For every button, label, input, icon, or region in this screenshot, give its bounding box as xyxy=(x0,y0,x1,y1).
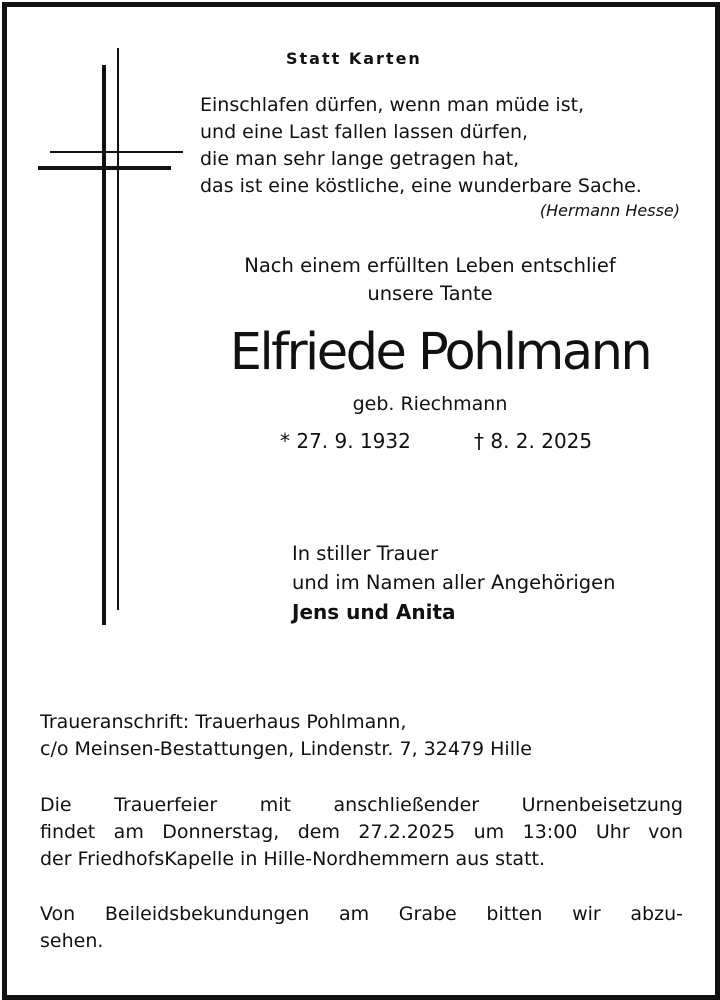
poem-line: Einschlafen dürfen, wenn man müde ist, xyxy=(200,94,585,116)
poem-line: die man sehr lange getragen hat, xyxy=(200,148,520,170)
deceased-name: Elfriede Pohlmann xyxy=(229,323,651,382)
poem xyxy=(200,92,642,200)
mourners-line: In stiller Trauer xyxy=(292,542,438,565)
address-line: c/o Meinsen-Bestattungen, Lindenstr. 7, 32479 Hille xyxy=(40,738,532,760)
funeral-line: findet am Donnerstag, dem 27.2.2025 um 13:00 Uhr von xyxy=(40,821,683,843)
intro-line: Nach einem erfüllten Leben entschlief xyxy=(244,254,616,277)
funeral-line: Die Trauerfeier mit anschließender Urnenbeisetzung xyxy=(40,794,683,816)
birth-date: * 27. 9. 1932 xyxy=(280,429,411,453)
mourners-line: und im Namen aller Angehörigen xyxy=(292,571,616,594)
funeral-line: der FriedhofsKapelle in Hille-Nordhemmern aus statt. xyxy=(40,848,546,870)
address-line: Traueranschrift: Trauerhaus Pohlmann, xyxy=(40,711,407,733)
poem-author: (Hermann Hesse) xyxy=(539,201,680,220)
funeral-info xyxy=(40,792,683,873)
maiden-name: geb. Riechmann xyxy=(352,393,508,415)
poem-line: und eine Last fallen lassen dürfen, xyxy=(200,121,529,143)
condolences-line: Von Beileidsbekundungen am Grabe bitten wir abzu- xyxy=(40,903,683,925)
condolences-note xyxy=(40,901,683,955)
mourning-address xyxy=(40,709,683,763)
intro-line: unsere Tante xyxy=(367,282,493,305)
death-date: † 8. 2. 2025 xyxy=(474,429,593,453)
poem-line: das ist eine köstliche, eine wunderbare Sache. xyxy=(200,175,642,197)
mourners-text xyxy=(292,539,616,597)
mourner-names: Jens und Anita xyxy=(292,600,456,624)
notice-heading: Statt Karten xyxy=(286,49,422,68)
intro-text xyxy=(180,252,680,308)
condolences-line: sehen. xyxy=(40,930,104,952)
